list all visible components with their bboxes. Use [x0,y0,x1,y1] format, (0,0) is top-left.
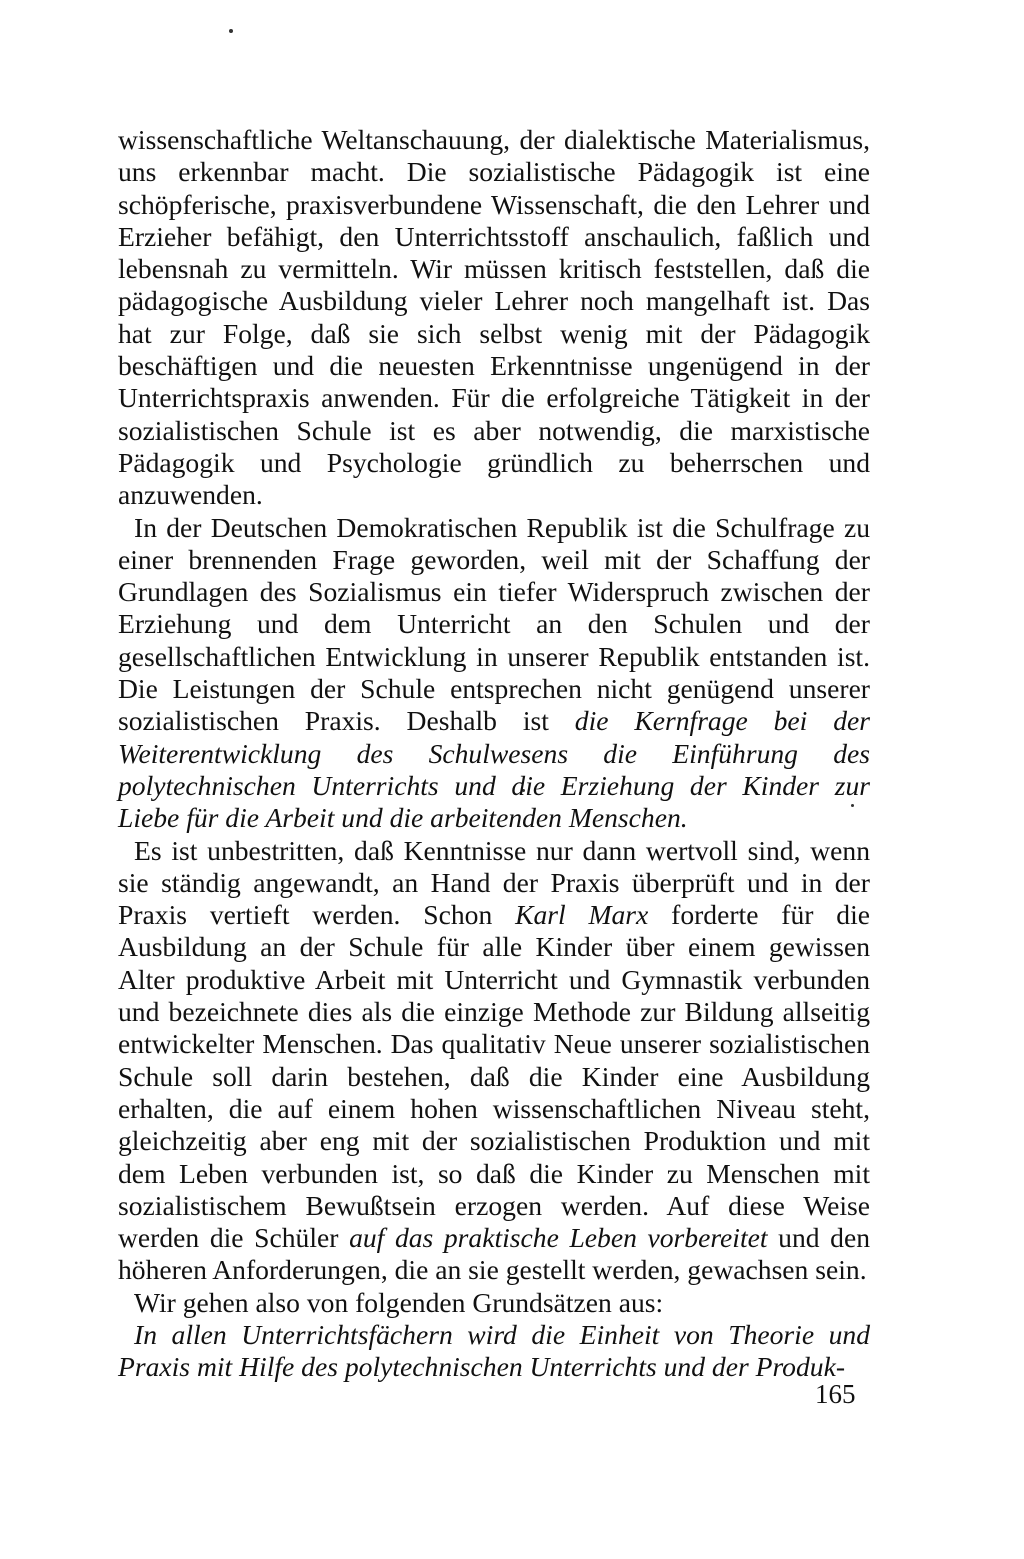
paragraph-3 [118,835,870,1287]
paragraph-1 [118,124,870,512]
page-number: 165 [815,1379,856,1409]
paragraph-1-text: wissenschaftliche Weltanschauung, der dialektische Materialismus, uns erkennbar macht. Die sozialistische Pädagogik ist eine schöpferische, praxisverbundene Wissenschaft, die den Lehrer und Erzieher befähigt, den Unterrichtsstoff anschaulich, faßlich und lebensnah zu vermitteln. Wir müssen kritisch feststellen, daß die pädagogische Ausbildung vieler Lehrer noch mangelhaft ist. Das hat zur Folge, daß sie sich selbst wenig mit der Pädagogik beschäftigen und die neuesten Erkenntnisse ungenügend in der Unterrichtspraxis anwenden. Für die erfolgreiche Tätigkeit in der sozialistischen Schule ist es aber notwendig, die marxistische Pädagogik und Psychologie gründlich zu beherrschen und anzuwenden. [118,124,870,511]
paragraph-3-text-a: Es ist unbestritten, daß Kenntnisse nur dann wertvoll sind, wenn sie ständig angewandt, an Hand der Praxis überprüft und in der Praxis vertieft werden. Schon [118,834,870,931]
page-body [118,124,870,1384]
paragraph-3-text-b: forderte für die Ausbildung an der Schule für alle Kinder über einem gewissen Alter produktive Arbeit mit Unterricht und Gymnastik verbunden und bezeichnete dies als die einzige Methode zur Bildung allseitig entwickelter Menschen. Das qualitativ Neue unserer sozialistischen Schule soll darin bestehen, daß die Kinder eine Ausbildung erhalten, die auf einem hohen wissenschaftlichen Niveau steht, gleichzeitig aber eng mit der sozialistischen Produktion und mit dem Leben verbunden ist, so daß die Kinder zu Menschen mit sozialistischem Bewußtsein erzogen werden. Auf diese Weise werden die Schüler [118,899,871,1254]
paragraph-2-emphasis: die Kernfrage bei der Weiterentwicklung des Schulwesens die Einführung des polytechnischen Unterrichts und die Erziehung der Kinder zur Liebe für die Arbeit und die arbeitenden Menschen. [118,705,870,834]
paragraph-3-name-emphasis: Karl Marx [515,899,649,931]
paragraph-3-emphasis: auf das praktische Leben vorbereitet [349,1222,768,1254]
paragraph-5 [118,1319,870,1384]
paragraph-5-emphasis: In allen Unterrichtsfächern wird die Einheit von Theorie und Praxis mit Hilfe des polytechnischen Unterrichts und der Produk- [118,1318,870,1383]
scan-speck [229,29,233,33]
paragraph-2-text: In der Deutschen Demokratischen Republik ist die Schulfrage zu einer brennenden Frage geworden, weil mit der Schaffung der Grundlagen des Sozialismus ein tiefer Widerspruch zwischen der Erziehung und dem Unterricht an den Schulen und der gesellschaftlichen Entwicklung in unserer Republik entstanden ist. Die Leistungen der Schule entsprechen nicht genügend unserer sozialistischen Praxis. Deshalb ist [118,511,870,737]
paragraph-4 [118,1287,870,1319]
paragraph-3-text-c: und den höheren Anforderungen, die an sie gestellt werden, gewachsen sein. [118,1222,870,1286]
paragraph-4-text: Wir gehen also von folgenden Grundsätzen aus: [134,1286,664,1318]
paragraph-2 [118,512,870,835]
